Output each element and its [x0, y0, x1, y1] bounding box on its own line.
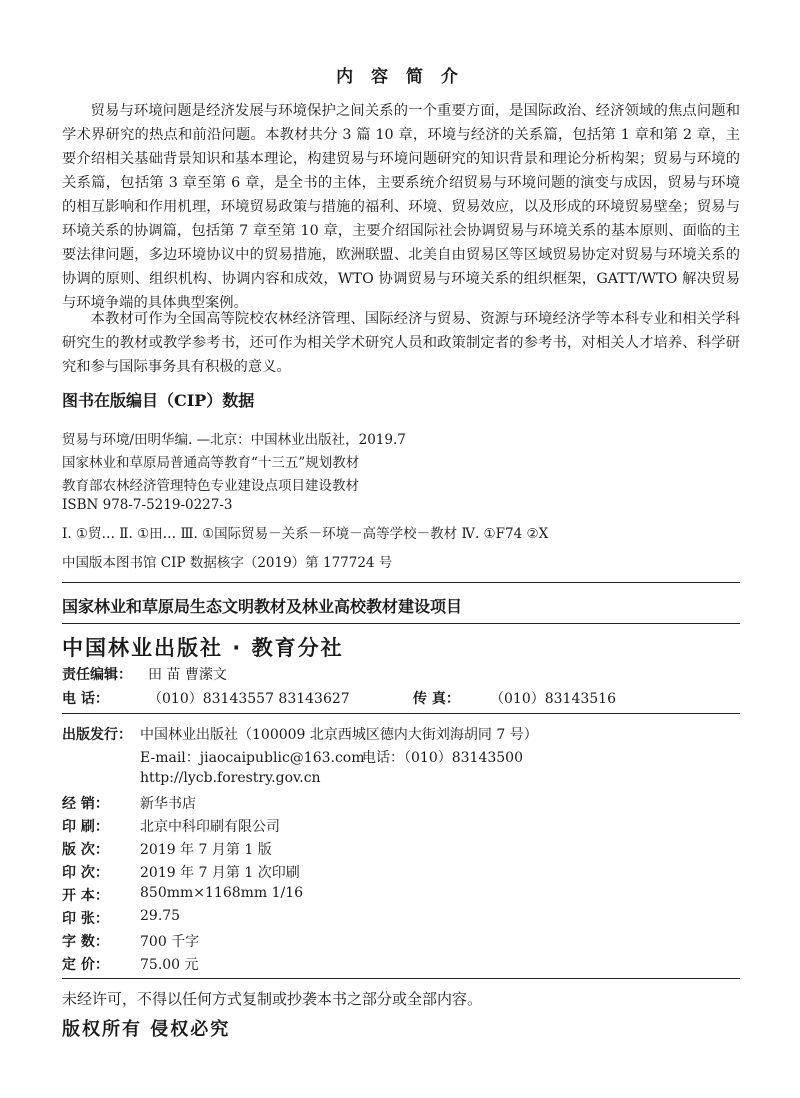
- publisher-brand: 中国林业出版社 · 教育分社: [62, 636, 344, 660]
- imprint-label: 版 次：: [62, 842, 109, 858]
- divider: [62, 623, 740, 624]
- divider: [62, 978, 740, 979]
- cip-library-line: 中国版本图书馆 CIP 数据核字（2019）第 177724 号: [62, 555, 393, 571]
- divider: [62, 582, 740, 583]
- imprint-label: 经 销：: [62, 796, 109, 812]
- email-value: E-mail：jiaocaipublic@163.com: [140, 750, 365, 766]
- rights-reserved: 版权所有 侵权必究: [62, 1019, 231, 1040]
- imprint-label: 字 数：: [62, 934, 109, 950]
- sheets-value: 29.75: [140, 908, 181, 924]
- issuer-value: 中国林业出版社（100009 北京西城区德内大街刘海胡同 7 号）: [140, 727, 538, 743]
- summary-paragraph-1: 贸易与环境问题是经济发展与环境保护之间关系的一个重要方面，是国际政治、经济领域的焦点问题和学术界研究的热点和前沿问题。本教材共分 3 篇 10 章，环境与经济的关系篇，包括第 1 章和第 2 章，主要介绍相关基础背景知识和基本理论，构建贸易与环境问题研究的知识背景和理论分析构架；贸易与环境的关系篇，包括第 3 章至第 6 章，是全书的主体，主要系统介绍贸易与环境问题的演变与成因，贸易与环境的相互影响和作用机理，环境贸易政策与措施的福利、环境、贸易效应，以及形成的环境贸易壁垒；贸易与环境关系的协调篇，包括第 7 章至第 10 章，主要介绍国际社会协调贸易与环境关系的基本原则、面临的主要法律问题，多边环境协议中的贸易措施，欧洲联盟、北美自由贸易区等区域贸易协定对贸易与环境关系的协调的原则、组织机构、协调内容和成效，WTO 协调贸易与环境关系的组织框架，GATT/WTO 解决贸易与环境争端的具体典型案例。: [62, 103, 740, 311]
- cip-line-title: 贸易与环境/田明华编. —北京：中国林业出版社，2019.7: [62, 432, 406, 448]
- tel-value: 电话：（010）83143500: [362, 750, 523, 766]
- editor-label: 责任编辑：: [62, 667, 132, 683]
- distributor-value: 新华书店: [140, 796, 196, 812]
- cip-line-series-2: 教育部农林经济管理特色专业建设点项目建设教材: [62, 478, 359, 494]
- summary-paragraph-2: 本教材可作为全国高等院校农林经济管理、国际经济与贸易、资源与环境经济学等本科专业和相关学科研究生的教材或教学参考书，还可作为相关学术研究人员和政策制定者的参考书，对相关人才培养、科学研究和参与国际事务具有积极的意义。: [62, 311, 740, 375]
- fax-value: （010）83143516: [490, 691, 616, 707]
- phone-label: 电 话：: [62, 691, 109, 707]
- imprint-label: 印 次：: [62, 865, 109, 881]
- imprint-label: 印 刷：: [62, 819, 109, 835]
- price-value: 75.00 元: [140, 957, 199, 973]
- summary-title: 内 容 简 介: [336, 67, 464, 87]
- copy-notice: 未经许可，不得以任何方式复制或抄袭本书之部分或全部内容。: [62, 990, 483, 1008]
- divider: [62, 713, 740, 714]
- cip-line-series-1: 国家林业和草原局普通高等教育“十三五”规划教材: [62, 455, 360, 471]
- editor-value: 田 苗 曹潆文: [148, 667, 227, 683]
- printer-value: 北京中科印刷有限公司: [140, 819, 280, 835]
- cip-line-isbn: ISBN 978-7-5219-0227-3: [62, 497, 233, 513]
- edition-value: 2019 年 7 月第 1 版: [140, 842, 272, 858]
- imprint-label: 开 本：: [62, 888, 109, 904]
- word-count-value: 700 千字: [140, 934, 200, 950]
- cip-line-classification: Ⅰ. ①贸… Ⅱ. ①田… Ⅲ. ①国际贸易－关系－环境－高等学校－教材 Ⅳ. ①F74 ②X: [62, 526, 549, 542]
- imprint-label: 印 张：: [62, 911, 109, 927]
- cip-heading: 图书在版编目（CIP）数据: [62, 391, 255, 410]
- imprint-label: 定 价：: [62, 957, 109, 973]
- website-value: http://lycb.forestry.gov.cn: [140, 770, 321, 786]
- project-title: 国家林业和草原局生态文明教材及林业高校教材建设项目: [62, 597, 463, 616]
- phone-value: （010）83143557 83143627: [148, 691, 350, 707]
- issuer-label: 出版发行：: [62, 727, 132, 743]
- fax-label: 传 真：: [413, 691, 460, 707]
- printing-value: 2019 年 7 月第 1 次印刷: [140, 865, 300, 881]
- format-value: 850mm×1168mm 1/16: [140, 885, 304, 901]
